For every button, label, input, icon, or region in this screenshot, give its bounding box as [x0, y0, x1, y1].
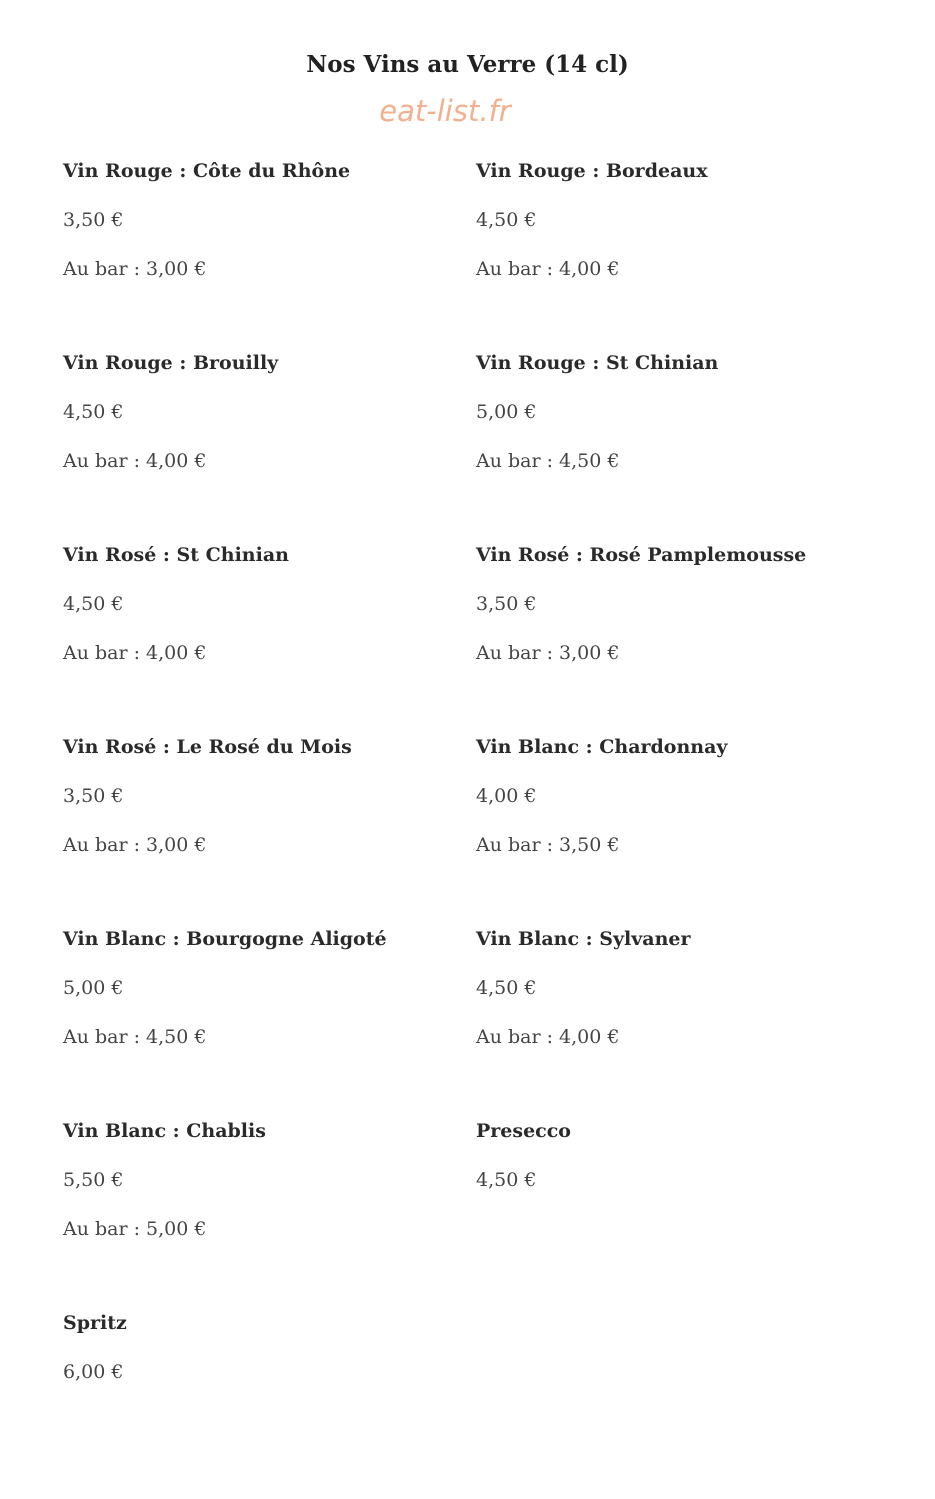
item-name: Presecco	[476, 1120, 571, 1142]
item-bar-price: Au bar : 4,00 €	[476, 1026, 620, 1048]
menu-item	[63, 1307, 476, 1499]
item-price: 4,50 €	[476, 209, 537, 231]
item-name: Vin Blanc : Chardonnay	[476, 736, 728, 758]
item-price: 6,00 €	[63, 1361, 124, 1383]
watermark: eat-list.fr	[379, 94, 511, 128]
item-bar-price: Au bar : 4,50 €	[63, 1026, 207, 1048]
item-bar-price: Au bar : 5,00 €	[63, 1218, 207, 1240]
page-title: Nos Vins au Verre (14 cl)	[306, 51, 629, 78]
item-price: 5,00 €	[476, 401, 537, 423]
item-price: 5,00 €	[63, 977, 124, 999]
item-bar-price: Au bar : 4,00 €	[63, 450, 207, 472]
menu-item	[63, 155, 476, 347]
item-price: 4,00 €	[476, 785, 537, 807]
item-name: Vin Rouge : St Chinian	[476, 352, 719, 374]
item-name: Vin Blanc : Bourgogne Aligoté	[63, 928, 387, 950]
item-name: Spritz	[63, 1312, 127, 1334]
item-price: 4,50 €	[63, 593, 124, 615]
item-price: 3,50 €	[63, 209, 124, 231]
item-bar-price: Au bar : 3,00 €	[63, 258, 207, 280]
item-name: Vin Rosé : Rosé Pamplemousse	[476, 544, 807, 566]
menu-item	[63, 731, 476, 923]
menu-item	[63, 923, 476, 1115]
item-name: Vin Rosé : Le Rosé du Mois	[63, 736, 352, 758]
menu-item	[476, 923, 889, 1115]
item-name: Vin Blanc : Sylvaner	[476, 928, 691, 950]
item-name: Vin Rouge : Bordeaux	[476, 160, 708, 182]
item-price: 4,50 €	[476, 977, 537, 999]
item-name: Vin Rouge : Côte du Rhône	[63, 160, 351, 182]
menu-item	[476, 347, 889, 539]
item-name: Vin Blanc : Chablis	[63, 1120, 266, 1142]
item-bar-price: Au bar : 4,00 €	[63, 642, 207, 664]
menu-item	[476, 731, 889, 923]
menu-item	[63, 347, 476, 539]
item-price: 3,50 €	[63, 785, 124, 807]
wine-menu-list	[63, 155, 893, 1499]
item-bar-price: Au bar : 3,50 €	[476, 834, 620, 856]
item-price: 4,50 €	[63, 401, 124, 423]
menu-item	[63, 539, 476, 731]
item-price: 3,50 €	[476, 593, 537, 615]
item-bar-price: Au bar : 3,00 €	[63, 834, 207, 856]
menu-item	[476, 539, 889, 731]
menu-item	[476, 1115, 889, 1307]
item-name: Vin Rouge : Brouilly	[63, 352, 279, 374]
item-price: 5,50 €	[63, 1169, 124, 1191]
item-bar-price: Au bar : 4,50 €	[476, 450, 620, 472]
item-price: 4,50 €	[476, 1169, 537, 1191]
menu-item	[476, 155, 889, 347]
item-bar-price: Au bar : 3,00 €	[476, 642, 620, 664]
menu-item	[63, 1115, 476, 1307]
item-bar-price: Au bar : 4,00 €	[476, 258, 620, 280]
item-name: Vin Rosé : St Chinian	[63, 544, 289, 566]
